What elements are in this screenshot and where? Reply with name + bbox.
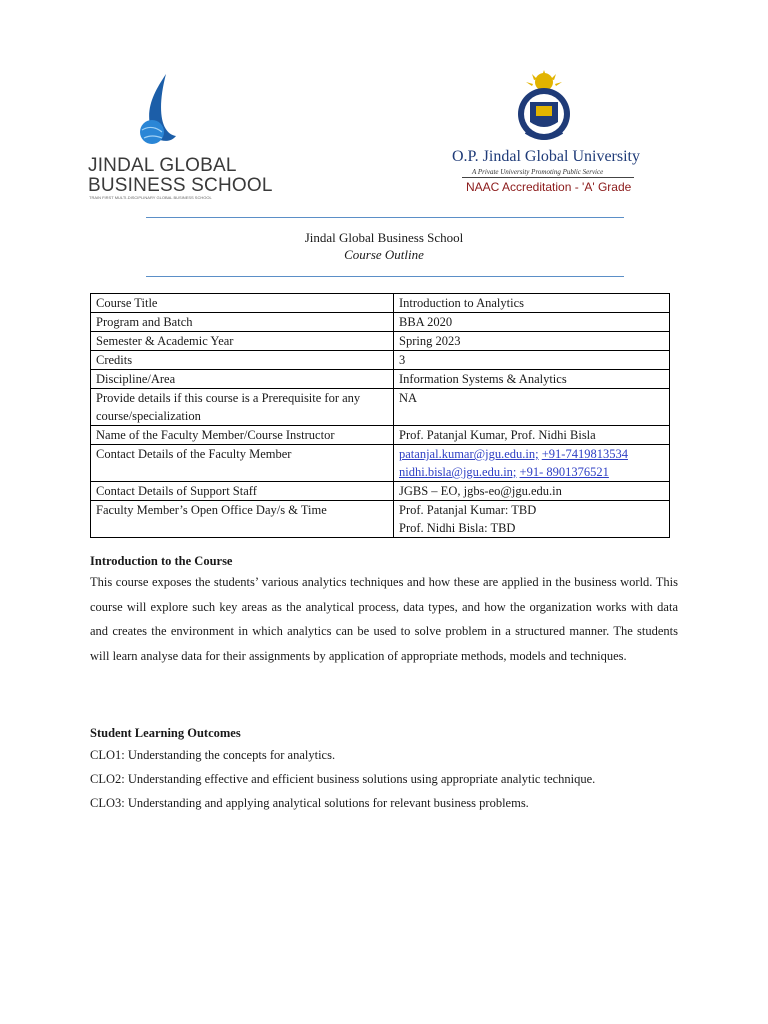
header-rule-top bbox=[146, 217, 624, 218]
intro-body: This course exposes the students’ various analytics techniques and how these are applied in the business world. This course will explore such key areas as the analytical process, data types, and how the organization works with data and creates the environment in which analytics can be used to solve problem in a structured manner. The students will learn analyse data for their assignments by application of appropriate methods, models and techniques. bbox=[90, 575, 678, 663]
row-label: Contact Details of Support Staff bbox=[91, 482, 394, 501]
clo-item: CLO1: Understanding the concepts for analytics. bbox=[90, 748, 336, 762]
university-crest-icon bbox=[510, 70, 578, 146]
row-value: Prof. Patanjal Kumar, Prof. Nidhi Bisla bbox=[394, 426, 670, 445]
row-label: Program and Batch bbox=[91, 313, 394, 332]
table-row bbox=[91, 351, 670, 370]
jgu-logo bbox=[448, 70, 644, 202]
row-label: Faculty Member’s Open Office Day/s & Time bbox=[91, 501, 394, 538]
phone-link-nidhi[interactable]: +91- 8901376521 bbox=[519, 465, 609, 479]
contact-line-2 bbox=[399, 463, 664, 481]
row-label: Semester & Academic Year bbox=[91, 332, 394, 351]
row-label: Course Title bbox=[91, 294, 394, 313]
drop-globe-icon bbox=[136, 74, 180, 154]
university-subtitle: A Private University Promoting Public Service bbox=[472, 168, 604, 176]
clo-item: CLO2: Understanding effective and efficient business solutions using appropriate analytic technique. bbox=[90, 772, 596, 786]
logo-divider bbox=[462, 177, 634, 178]
office-hours-line-1: Prof. Patanjal Kumar: TBD bbox=[399, 503, 537, 517]
jgbs-logo bbox=[88, 74, 273, 204]
faculty-contact-cell bbox=[394, 445, 670, 482]
table-row bbox=[91, 501, 670, 538]
row-value: BBA 2020 bbox=[394, 313, 670, 332]
clo-item: CLO3: Understanding and applying analytical solutions for relevant business problems. bbox=[90, 796, 529, 810]
jgbs-tagline: TRAIN FIRST MULTI-DISCIPLINARY GLOBAL BUSINESS SCHOOL bbox=[89, 195, 212, 200]
email-link-nidhi[interactable]: nidhi.bisla@jgu.edu.in; bbox=[399, 465, 517, 479]
row-value: Information Systems & Analytics bbox=[394, 370, 670, 389]
jgbs-logo-text bbox=[88, 156, 273, 196]
table-row bbox=[91, 294, 670, 313]
university-name: O.P. Jindal Global University bbox=[452, 148, 640, 165]
jgbs-line1: JINDAL GLOBAL bbox=[88, 155, 237, 176]
intro-section bbox=[90, 554, 678, 668]
row-value: NA bbox=[394, 389, 670, 426]
table-row bbox=[91, 426, 670, 445]
table-row bbox=[91, 332, 670, 351]
jgbs-line2: BUSINESS SCHOOL bbox=[88, 175, 273, 196]
table-row bbox=[91, 482, 670, 501]
row-label: Provide details if this course is a Prerequisite for any course/specialization bbox=[91, 389, 394, 426]
outcomes-heading: Student Learning Outcomes bbox=[90, 726, 241, 740]
office-hours-cell bbox=[394, 501, 670, 538]
table-row bbox=[91, 389, 670, 426]
table-row bbox=[91, 445, 670, 482]
course-info-table bbox=[90, 293, 670, 538]
contact-line-1 bbox=[399, 445, 664, 463]
document-type: Course Outline bbox=[344, 247, 424, 262]
row-value: 3 bbox=[394, 351, 670, 370]
row-label: Credits bbox=[91, 351, 394, 370]
row-value: Introduction to Analytics bbox=[394, 294, 670, 313]
outcomes-section bbox=[90, 726, 678, 815]
naac-accreditation: NAAC Accreditation - 'A' Grade bbox=[466, 180, 632, 194]
row-label: Contact Details of the Faculty Member bbox=[91, 445, 394, 482]
phone-link-patanjal[interactable]: +91-7419813534 bbox=[541, 447, 628, 461]
header-rule-bottom bbox=[146, 276, 624, 277]
row-value: Spring 2023 bbox=[394, 332, 670, 351]
office-hours-line-2: Prof. Nidhi Bisla: TBD bbox=[399, 521, 516, 535]
row-label: Name of the Faculty Member/Course Instructor bbox=[91, 426, 394, 445]
table-row bbox=[91, 370, 670, 389]
school-title: Jindal Global Business School bbox=[304, 230, 464, 245]
email-link-patanjal[interactable]: patanjal.kumar@jgu.edu.in; bbox=[399, 447, 539, 461]
table-row bbox=[91, 313, 670, 332]
intro-heading: Introduction to the Course bbox=[90, 554, 233, 568]
row-value: JGBS – EO, jgbs-eo@jgu.edu.in bbox=[394, 482, 670, 501]
row-label: Discipline/Area bbox=[91, 370, 394, 389]
